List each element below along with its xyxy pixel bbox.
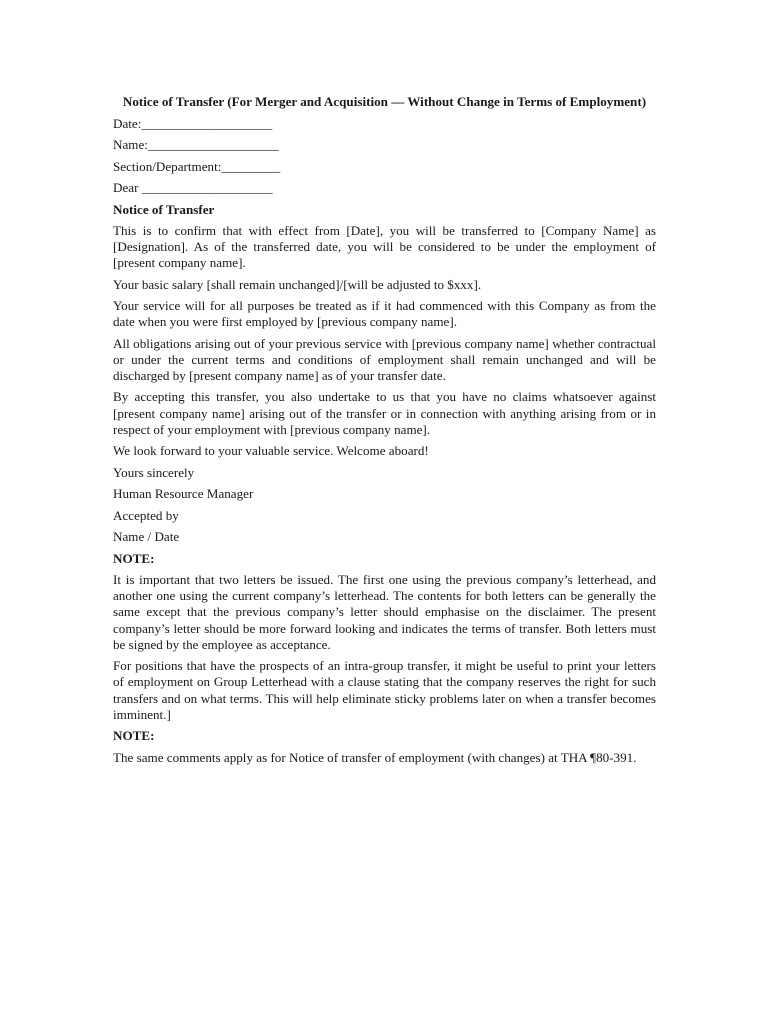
accepted-by: Accepted by (113, 507, 179, 523)
paragraph-transfer-confirmation: This is to confirm that with effect from [Date], you will be transferred to [Company Name] as [Designation]. As of the transferred date, you will be considered to be under the employment of [present company name]. (113, 222, 656, 271)
note-heading-second: NOTE: (113, 728, 155, 744)
paragraph-salary: Your basic salary [shall remain unchanged]/[will be adjusted to $xxx]. (113, 276, 482, 292)
sign-off: Yours sincerely (113, 464, 195, 480)
name-field: Name:____________________ (113, 137, 279, 152)
salutation-field: Dear ____________________ (113, 180, 273, 195)
paragraph-welcome: We look forward to your valuable service. Welcome aboard! (113, 443, 429, 459)
note-paragraph-intra-group: For positions that have the prospects of an intra-group transfer, it might be useful to print your letters of employment on Group Letterhead with a clause stating that the company reserves the right for such transfers and on what terms. This will help eliminate sticky problems later on when a transfer becomes imminent.] (113, 658, 656, 722)
name-date: Name / Date (113, 529, 180, 545)
document-page (113, 94, 656, 771)
date-field: Date:____________________ (113, 115, 273, 131)
signatory: Human Resource Manager (113, 486, 254, 502)
note-paragraph-same-comments: The same comments apply as for Notice of transfer of employment (with changes) at THA ¶80-391. (113, 749, 637, 765)
paragraph-obligations: All obligations arising out of your previous service with [previous company name] whether contractual or under the current terms and conditions of employment shall remain unchanged and will be discharged by [present company name] as of your transfer date. (113, 335, 656, 384)
paragraph-undertaking: By accepting this transfer, you also undertake to us that you have no claims whatsoever against [present company name] arising out of the transfer or in connection with anything arising from or in respect of your employment with [previous company name]. (113, 389, 656, 437)
section-heading: Notice of Transfer (113, 201, 215, 217)
document-title: Notice of Transfer (For Merger and Acquisition — Without Change in Terms of Employment) (122, 94, 647, 109)
paragraph-service: Your service will for all purposes be treated as if it had commenced with this Company as from the date when you were first employed by [previous company name]. (113, 298, 656, 330)
note-heading: NOTE: (113, 550, 155, 566)
note-paragraph-two-letters: It is important that two letters be issued. The first one using the previous company’s letterhead, and another one using the current company’s letterhead. The contents for both letters can be generally the same except that the previous company’s letter should emphasise on the disclaimer. The present company’s letter should be more forward looking and indicates the terms of transfer. Both letters must be signed by the employee as acceptance. (113, 572, 656, 652)
department-field: Section/Department:_________ (113, 158, 281, 174)
